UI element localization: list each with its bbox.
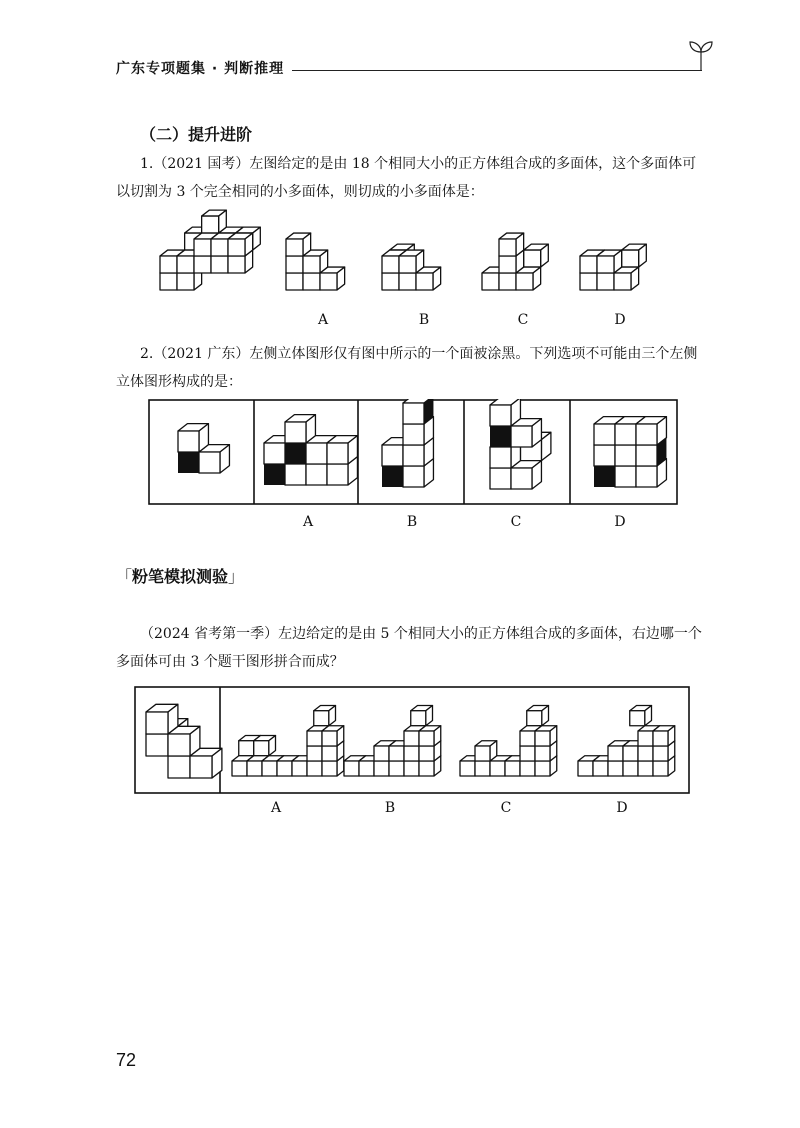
cube-front-face bbox=[520, 746, 535, 761]
q3-option-d-label: D bbox=[616, 800, 628, 816]
cube-front-face bbox=[177, 273, 194, 290]
cube-front-face bbox=[505, 761, 520, 776]
cube-front-face bbox=[638, 761, 653, 776]
cube-front-face bbox=[232, 761, 247, 776]
cube-front-face bbox=[403, 466, 424, 487]
cube-front-face bbox=[580, 256, 597, 273]
cube-front-face bbox=[404, 731, 419, 746]
cube-front-face bbox=[404, 761, 419, 776]
cube-front-face bbox=[490, 761, 505, 776]
cube-front-face bbox=[419, 761, 434, 776]
cube-front-face bbox=[608, 761, 623, 776]
cube-front-face bbox=[374, 746, 389, 761]
cube-front-face bbox=[419, 731, 434, 746]
cube-front-face bbox=[322, 746, 337, 761]
cube-front-face bbox=[228, 256, 245, 273]
q3-option-c-figure bbox=[460, 706, 557, 777]
shaded-face bbox=[285, 443, 306, 464]
shaded-face bbox=[178, 452, 199, 473]
cube-front-face bbox=[327, 443, 348, 464]
cube-front-face bbox=[653, 746, 668, 761]
cube-front-face bbox=[615, 466, 636, 487]
cube-front-face bbox=[608, 746, 623, 761]
cube-front-face bbox=[623, 746, 638, 761]
cube-front-face bbox=[516, 273, 533, 290]
page-number: 72 bbox=[116, 1050, 137, 1070]
cube-front-face bbox=[622, 250, 639, 267]
cube-front-face bbox=[160, 256, 177, 273]
cube-front-face bbox=[307, 731, 322, 746]
cube-front-face bbox=[597, 273, 614, 290]
cube-front-face bbox=[211, 256, 228, 273]
cube-front-face bbox=[403, 445, 424, 466]
cube-front-face bbox=[254, 741, 269, 756]
q1-option-b-label: B bbox=[418, 312, 430, 328]
cube-front-face bbox=[404, 746, 419, 761]
cube-front-face bbox=[460, 761, 475, 776]
q1-option-b-figure bbox=[382, 244, 441, 290]
cube-front-face bbox=[168, 734, 190, 756]
cube-front-face bbox=[520, 731, 535, 746]
q2-option-d-figure bbox=[594, 417, 666, 487]
cube-front-face bbox=[399, 273, 416, 290]
cube-front-face bbox=[344, 761, 359, 776]
q2-option-c-label: C bbox=[510, 514, 522, 530]
cube-front-face bbox=[286, 239, 303, 256]
cube-front-face bbox=[490, 447, 511, 468]
q3-option-d-figure bbox=[578, 706, 675, 777]
cube-front-face bbox=[499, 273, 516, 290]
q3-given-polyhedron bbox=[146, 704, 222, 778]
cube-front-face bbox=[636, 445, 657, 466]
cube-front-face bbox=[303, 273, 320, 290]
cube-front-face bbox=[359, 761, 374, 776]
sprout-icon bbox=[686, 38, 716, 72]
cube-front-face bbox=[499, 256, 516, 273]
cube-front-face bbox=[177, 256, 194, 273]
q3-option-b-figure bbox=[344, 706, 441, 777]
cube-front-face bbox=[593, 761, 608, 776]
cube-front-face bbox=[307, 746, 322, 761]
cube-front-face bbox=[202, 216, 219, 233]
cube-front-face bbox=[594, 424, 615, 445]
shaded-face bbox=[264, 464, 285, 485]
q3-option-a-label: A bbox=[270, 800, 282, 816]
q2-option-d-label: D bbox=[614, 514, 626, 530]
cube-front-face bbox=[636, 466, 657, 487]
cube-front-face bbox=[285, 464, 306, 485]
cube-front-face bbox=[653, 731, 668, 746]
cube-front-face bbox=[511, 426, 532, 447]
cube-front-face bbox=[578, 761, 593, 776]
cube-front-face bbox=[623, 761, 638, 776]
section-heading-mock-test: 「粉笔模拟测验」 bbox=[116, 567, 245, 586]
q2-option-a-figure bbox=[264, 415, 357, 485]
cube-front-face bbox=[190, 756, 212, 778]
cube-front-face bbox=[168, 756, 190, 778]
cube-front-face bbox=[411, 711, 426, 726]
cube-front-face bbox=[382, 256, 399, 273]
question-3-text: （2024 省考第一季）左边给定的是由 5 个相同大小的正方体组合成的多面体，右边哪一个多面体可由 3 个题干图形拼合而成？ bbox=[116, 626, 702, 670]
q1-option-a-figure bbox=[286, 233, 345, 290]
cube-front-face bbox=[264, 443, 285, 464]
cube-front-face bbox=[262, 761, 277, 776]
cube-front-face bbox=[535, 761, 550, 776]
cube-front-face bbox=[211, 239, 228, 256]
q3-option-a-figure bbox=[232, 706, 344, 777]
question-1-figures bbox=[150, 204, 680, 300]
cube-front-face bbox=[314, 711, 329, 726]
cube-front-face bbox=[416, 273, 433, 290]
cube-front-face bbox=[511, 468, 532, 489]
cube-front-face bbox=[636, 424, 657, 445]
cube-front-face bbox=[535, 746, 550, 761]
cube-front-face bbox=[382, 273, 399, 290]
cube-front-face bbox=[194, 239, 211, 256]
cube-front-face bbox=[292, 761, 307, 776]
cube-front-face bbox=[490, 405, 511, 426]
cube-front-face bbox=[228, 239, 245, 256]
cube-front-face bbox=[146, 712, 168, 734]
cube-front-face bbox=[403, 424, 424, 445]
cube-front-face bbox=[482, 273, 499, 290]
cube-front-face bbox=[194, 256, 211, 273]
cube-front-face bbox=[535, 731, 550, 746]
cube-front-face bbox=[199, 452, 220, 473]
cube-front-face bbox=[615, 445, 636, 466]
q2-option-b-label: B bbox=[406, 514, 418, 530]
cube-front-face bbox=[403, 403, 424, 424]
cube-front-face bbox=[389, 746, 404, 761]
shaded-face bbox=[382, 466, 403, 487]
question-3-figure-table bbox=[134, 686, 690, 794]
cube-front-face bbox=[419, 746, 434, 761]
cube-front-face bbox=[490, 468, 511, 489]
cube-front-face bbox=[524, 250, 541, 267]
question-2-text: 2.（2021 广东）左侧立体图形仅有图中所示的一个面被涂黑。下列选项不可能由三个左侧立体图形构成的是： bbox=[116, 346, 698, 390]
q1-option-a-label: A bbox=[317, 312, 329, 328]
q3-option-c-label: C bbox=[500, 800, 512, 816]
shaded-face bbox=[594, 466, 615, 487]
section-heading-advanced: （二）提升进阶 bbox=[140, 125, 253, 144]
cube-front-face bbox=[322, 761, 337, 776]
question-1-text: 1.（2021 国考）左图给定的是由 18 个相同大小的正方体组合成的多面体，这个多面体可以切割为 3 个完全相同的小多面体，则切成的小多面体是： bbox=[116, 156, 697, 200]
cube-front-face bbox=[475, 746, 490, 761]
question-2-figure-table bbox=[148, 399, 678, 505]
cube-front-face bbox=[638, 731, 653, 746]
cube-front-face bbox=[374, 761, 389, 776]
cube-front-face bbox=[597, 256, 614, 273]
q2-option-c-figure bbox=[490, 399, 551, 489]
cube-front-face bbox=[630, 711, 645, 726]
cube-front-face bbox=[146, 734, 168, 756]
cube-front-face bbox=[520, 761, 535, 776]
cube-front-face bbox=[285, 422, 306, 443]
cube-front-face bbox=[277, 761, 292, 776]
cube-front-face bbox=[499, 239, 516, 256]
cube-front-face bbox=[178, 431, 199, 452]
q1-option-d-label: D bbox=[614, 312, 626, 328]
cube-front-face bbox=[307, 761, 322, 776]
q1-option-c-figure bbox=[482, 233, 548, 290]
cube-front-face bbox=[247, 761, 262, 776]
header-rule bbox=[292, 70, 702, 71]
running-header-title: 广东专项题集 · 判断推理 bbox=[116, 61, 285, 77]
cube-front-face bbox=[399, 256, 416, 273]
cube-front-face bbox=[638, 746, 653, 761]
cube-front-face bbox=[239, 741, 254, 756]
cube-front-face bbox=[382, 445, 403, 466]
shaded-face bbox=[490, 426, 511, 447]
q3-option-b-label: B bbox=[384, 800, 396, 816]
cube-front-face bbox=[615, 424, 636, 445]
cube-front-face bbox=[160, 273, 177, 290]
q1-given-polyhedron bbox=[160, 210, 260, 290]
cube-front-face bbox=[322, 731, 337, 746]
q1-option-c-label: C bbox=[517, 312, 529, 328]
cube-front-face bbox=[614, 273, 631, 290]
cube-front-face bbox=[286, 273, 303, 290]
cube-front-face bbox=[653, 761, 668, 776]
q2-option-b-figure bbox=[382, 399, 433, 487]
cube-front-face bbox=[527, 711, 542, 726]
cube-front-face bbox=[389, 761, 404, 776]
cube-front-face bbox=[327, 464, 348, 485]
q2-option-a-label: A bbox=[302, 514, 314, 530]
cube-front-face bbox=[580, 273, 597, 290]
cube-front-face bbox=[475, 761, 490, 776]
q2-given-solid bbox=[178, 424, 229, 473]
cube-front-face bbox=[286, 256, 303, 273]
cube-front-face bbox=[303, 256, 320, 273]
cube-front-face bbox=[306, 443, 327, 464]
q1-option-d-figure bbox=[580, 244, 646, 290]
cube-front-face bbox=[306, 464, 327, 485]
cube-front-face bbox=[320, 273, 337, 290]
cube-front-face bbox=[594, 445, 615, 466]
